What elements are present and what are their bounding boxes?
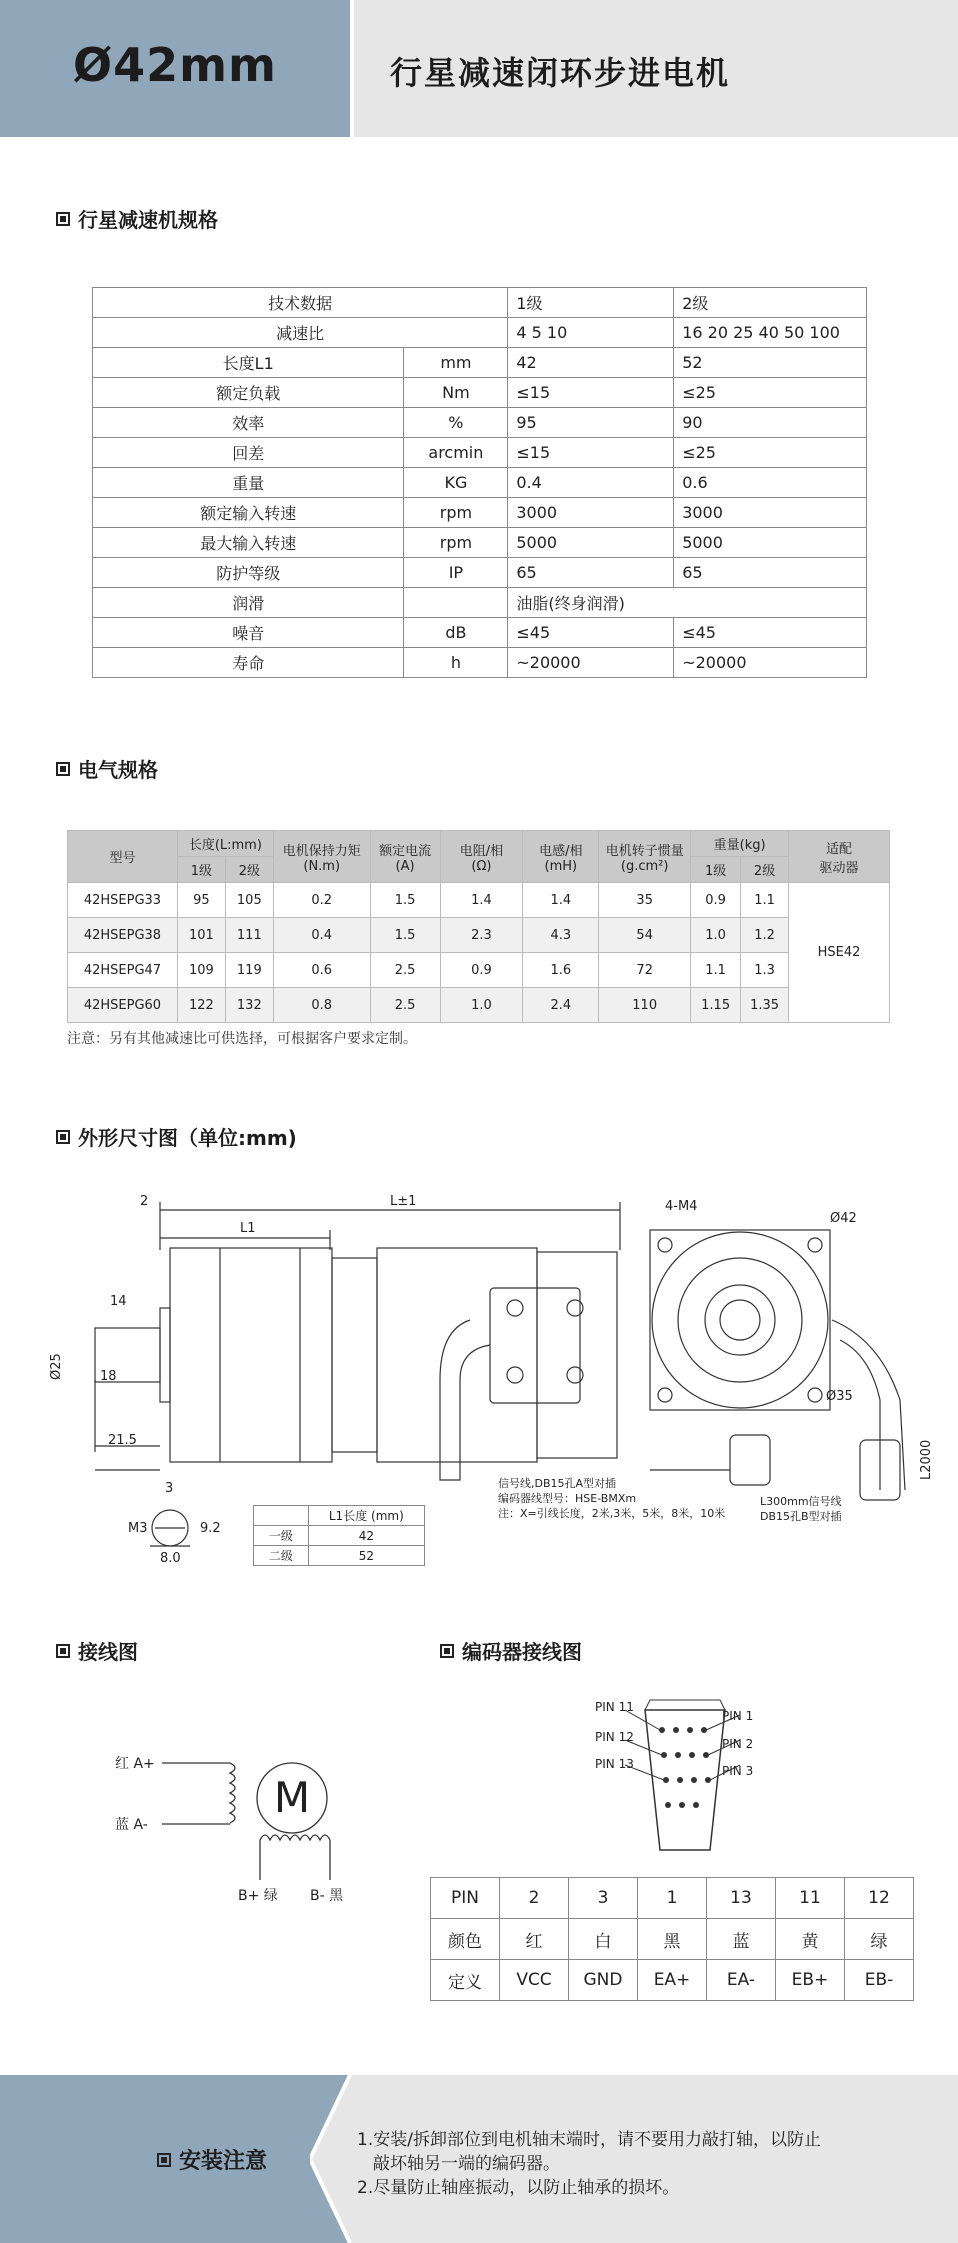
section-title: 外形尺寸图（单位:mm) bbox=[78, 1126, 297, 1150]
spec-unit: h bbox=[404, 648, 508, 678]
table-cell: 122 bbox=[177, 988, 225, 1023]
pin-12-label: PIN 12 bbox=[595, 1730, 634, 1744]
dim-d25: Ø25 bbox=[49, 1353, 64, 1380]
col-inductance: 电感/相 (mH) bbox=[523, 831, 599, 883]
dim-d35: Ø35 bbox=[826, 1389, 853, 1404]
spec-label: 重量 bbox=[93, 468, 404, 498]
table-cell: EB+ bbox=[776, 1960, 845, 2001]
col-weight-2: 2级 bbox=[741, 857, 789, 883]
spec-value: 3000 bbox=[674, 498, 867, 528]
pin-3-label: PIN 3 bbox=[722, 1764, 754, 1778]
table-row bbox=[68, 988, 890, 1023]
spec-label: 长度L1 bbox=[93, 348, 404, 378]
spec-value: 42 bbox=[508, 348, 674, 378]
spec-value: 5000 bbox=[508, 528, 674, 558]
table-cell: 95 bbox=[177, 883, 225, 918]
col-driver: 适配 驱动器 bbox=[789, 831, 890, 883]
install-line-1: 1.安装/拆卸部位到电机轴末端时，请不要用力敲打轴，以防止 bbox=[357, 2130, 821, 2150]
spec-unit: IP bbox=[404, 558, 508, 588]
spec-value: ≤15 bbox=[508, 378, 674, 408]
table-cell: 110 bbox=[599, 988, 691, 1023]
table-cell: 1.4 bbox=[523, 883, 599, 918]
table-cell: EA+ bbox=[638, 1960, 707, 2001]
table-row bbox=[431, 1919, 914, 1960]
spec-row bbox=[93, 468, 867, 498]
table-cell: 1.1 bbox=[691, 953, 741, 988]
table-cell: 2.5 bbox=[370, 953, 440, 988]
dim-d42: Ø42 bbox=[830, 1211, 857, 1226]
wire-bminus: B- 黑 bbox=[310, 1888, 344, 1904]
spec-value: ~20000 bbox=[674, 648, 867, 678]
table-cell: 白 bbox=[569, 1919, 638, 1960]
table-row bbox=[431, 1878, 914, 1919]
dim-two: 2 bbox=[140, 1194, 149, 1209]
spec-value: 52 bbox=[674, 348, 867, 378]
spec-value: ≤15 bbox=[508, 438, 674, 468]
electrical-note: 注意：另有其他减速比可供选择，可根据客户要求定制。 bbox=[67, 1031, 417, 1047]
dim-18: 18 bbox=[100, 1369, 117, 1384]
table-cell: 1.1 bbox=[741, 883, 789, 918]
dim-m3: M3 bbox=[128, 1521, 148, 1536]
table-cell: 132 bbox=[225, 988, 273, 1023]
spec-row bbox=[93, 318, 867, 348]
table-cell: 111 bbox=[225, 918, 273, 953]
section-bullet-icon bbox=[157, 2153, 171, 2167]
gear-spec-table bbox=[92, 287, 867, 678]
spec-label: 噪音 bbox=[93, 618, 404, 648]
wire-red: 红 A+ bbox=[115, 1756, 155, 1772]
l1-row-label: 二级 bbox=[254, 1546, 309, 1566]
table-cell: 109 bbox=[177, 953, 225, 988]
l1-header-blank bbox=[254, 1506, 309, 1526]
table-cell: 2.3 bbox=[440, 918, 523, 953]
table-cell: EB- bbox=[845, 1960, 914, 2001]
spec-unit: rpm bbox=[404, 528, 508, 558]
col-length: 长度(L:mm) bbox=[177, 831, 273, 857]
pin-2-label: PIN 2 bbox=[722, 1737, 754, 1751]
dim-l1: L1 bbox=[240, 1221, 256, 1236]
col-weight: 重量(kg) bbox=[691, 831, 789, 857]
electrical-table bbox=[67, 830, 890, 1023]
spec-row bbox=[93, 528, 867, 558]
table-cell: 1.15 bbox=[691, 988, 741, 1023]
spec-row bbox=[93, 408, 867, 438]
pin-13-label: PIN 13 bbox=[595, 1757, 634, 1771]
spec-row bbox=[93, 438, 867, 468]
table-cell: 红 bbox=[500, 1919, 569, 1960]
spec-label: 技术数据 bbox=[93, 288, 508, 318]
table-cell: GND bbox=[569, 1960, 638, 2001]
col-resistance: 电阻/相 (Ω) bbox=[440, 831, 523, 883]
spec-label: 效率 bbox=[93, 408, 404, 438]
table-cell: 119 bbox=[225, 953, 273, 988]
col-weight-1: 1级 bbox=[691, 857, 741, 883]
table-cell: 12 bbox=[845, 1878, 914, 1919]
spec-label: 寿命 bbox=[93, 648, 404, 678]
spec-unit: Nm bbox=[404, 378, 508, 408]
spec-value: 5000 bbox=[674, 528, 867, 558]
section-title: 接线图 bbox=[78, 1640, 138, 1664]
table-cell: 1.0 bbox=[691, 918, 741, 953]
table-cell: 4.3 bbox=[523, 918, 599, 953]
table-cell: 绿 bbox=[845, 1919, 914, 1960]
table-row bbox=[68, 883, 890, 918]
spec-value: 95 bbox=[508, 408, 674, 438]
spec-unit: KG bbox=[404, 468, 508, 498]
table-cell: VCC bbox=[500, 1960, 569, 2001]
spec-value: ≤25 bbox=[674, 378, 867, 408]
spec-row bbox=[93, 498, 867, 528]
spec-row bbox=[93, 378, 867, 408]
spec-value: 1级 bbox=[508, 288, 674, 318]
table-cell: 1.2 bbox=[741, 918, 789, 953]
spec-label: 防护等级 bbox=[93, 558, 404, 588]
encoder-pin-table bbox=[430, 1877, 914, 2001]
spec-value: ~20000 bbox=[508, 648, 674, 678]
section-title: 电气规格 bbox=[78, 758, 158, 782]
col-current: 额定电流 (A) bbox=[370, 831, 440, 883]
table-cell: 42HSEPG38 bbox=[68, 918, 178, 953]
dim-14: 14 bbox=[110, 1294, 127, 1309]
l1-row-label: 一级 bbox=[254, 1526, 309, 1546]
wire-blue: 蓝 A- bbox=[115, 1817, 148, 1833]
table-cell: 黄 bbox=[776, 1919, 845, 1960]
motor-symbol: M bbox=[273, 1773, 311, 1822]
driver-cell: HSE42 bbox=[789, 883, 890, 1023]
l1-length-table bbox=[253, 1505, 425, 1566]
spec-unit: % bbox=[404, 408, 508, 438]
dim-3: 3 bbox=[165, 1481, 174, 1496]
spec-value: ≤45 bbox=[508, 618, 674, 648]
table-cell: 0.9 bbox=[440, 953, 523, 988]
spec-value: 2级 bbox=[674, 288, 867, 318]
col-length-2: 2级 bbox=[225, 857, 273, 883]
dim-215: 21.5 bbox=[108, 1433, 137, 1448]
spec-row bbox=[93, 618, 867, 648]
header-divider bbox=[350, 0, 354, 137]
section-bullet-icon bbox=[440, 1644, 454, 1658]
table-cell: 0.6 bbox=[273, 953, 370, 988]
col-model: 型号 bbox=[68, 831, 178, 883]
install-heading bbox=[157, 2144, 267, 2175]
pin-1-label: PIN 1 bbox=[722, 1709, 754, 1723]
model-title: Ø42mm bbox=[73, 38, 277, 92]
signal-line-2: 编码器线型号：HSE-BMXm bbox=[498, 1492, 637, 1505]
table-cell: 1.4 bbox=[440, 883, 523, 918]
spec-row bbox=[93, 288, 867, 318]
section-bullet-icon bbox=[56, 212, 70, 226]
table-cell: 1.0 bbox=[440, 988, 523, 1023]
table-cell: 2.4 bbox=[523, 988, 599, 1023]
table-row bbox=[68, 953, 890, 988]
table-cell: 13 bbox=[707, 1878, 776, 1919]
l1-row-value: 52 bbox=[308, 1546, 424, 1566]
dim-80: 8.0 bbox=[160, 1551, 181, 1566]
spec-value: 0.4 bbox=[508, 468, 674, 498]
spec-value: 65 bbox=[674, 558, 867, 588]
spec-value: 油脂(终身润滑) bbox=[508, 588, 867, 618]
spec-value: ≤45 bbox=[674, 618, 867, 648]
signal-line-3: 注：X=引线长度，2米,3米，5米，8米，10米 bbox=[498, 1507, 726, 1520]
spec-row bbox=[93, 648, 867, 678]
l300-line-2: DB15孔B型对插 bbox=[760, 1510, 842, 1523]
db15-connector-diagram bbox=[580, 1690, 800, 1870]
table-cell: EA- bbox=[707, 1960, 776, 2001]
table-cell: 1.3 bbox=[741, 953, 789, 988]
table-cell: 蓝 bbox=[707, 1919, 776, 1960]
spec-unit: arcmin bbox=[404, 438, 508, 468]
table-cell: PIN bbox=[431, 1878, 500, 1919]
section-bullet-icon bbox=[56, 1644, 70, 1658]
footer-chevron bbox=[310, 2075, 360, 2243]
table-cell: 72 bbox=[599, 953, 691, 988]
install-notes bbox=[357, 2128, 821, 2200]
col-holding: 电机保持力矩 (N.m) bbox=[273, 831, 370, 883]
spec-label: 回差 bbox=[93, 438, 404, 468]
table-cell: 1.5 bbox=[370, 918, 440, 953]
table-row bbox=[68, 918, 890, 953]
spec-label: 减速比 bbox=[93, 318, 508, 348]
dim-l-pm: L±1 bbox=[390, 1194, 417, 1209]
electrical-heading bbox=[56, 754, 158, 783]
table-cell: 1.6 bbox=[523, 953, 599, 988]
spec-value: 65 bbox=[508, 558, 674, 588]
spec-label: 润滑 bbox=[93, 588, 404, 618]
encoder-heading bbox=[440, 1636, 582, 1665]
spec-label: 最大输入转速 bbox=[93, 528, 404, 558]
table-cell: 42HSEPG33 bbox=[68, 883, 178, 918]
table-cell: 54 bbox=[599, 918, 691, 953]
table-cell: 黑 bbox=[638, 1919, 707, 1960]
dimension-drawing bbox=[0, 1180, 958, 1600]
spec-value: ≤25 bbox=[674, 438, 867, 468]
spec-label: 额定负载 bbox=[93, 378, 404, 408]
table-cell: 42HSEPG47 bbox=[68, 953, 178, 988]
spec-label: 额定输入转速 bbox=[93, 498, 404, 528]
section-title: 行星减速机规格 bbox=[78, 208, 218, 232]
gear-spec-heading bbox=[56, 204, 218, 233]
dimensions-heading bbox=[56, 1122, 297, 1151]
section-title: 安装注意 bbox=[179, 2149, 268, 2174]
dim-92: 9.2 bbox=[200, 1521, 221, 1536]
spec-value: 4 5 10 bbox=[508, 318, 674, 348]
spec-row bbox=[93, 558, 867, 588]
table-cell: 颜色 bbox=[431, 1919, 500, 1960]
table-cell: 101 bbox=[177, 918, 225, 953]
table-cell: 0.2 bbox=[273, 883, 370, 918]
table-row bbox=[431, 1960, 914, 2001]
spec-value: 0.6 bbox=[674, 468, 867, 498]
table-cell: 0.9 bbox=[691, 883, 741, 918]
table-cell: 2 bbox=[500, 1878, 569, 1919]
spec-unit: mm bbox=[404, 348, 508, 378]
table-cell: 定义 bbox=[431, 1960, 500, 2001]
section-bullet-icon bbox=[56, 762, 70, 776]
table-cell: 42HSEPG60 bbox=[68, 988, 178, 1023]
pin-11-label: PIN 11 bbox=[595, 1700, 634, 1714]
wire-bplus: B+ 绿 bbox=[238, 1888, 278, 1904]
col-inertia: 电机转子惯量 (g.cm²) bbox=[599, 831, 691, 883]
spec-unit: dB bbox=[404, 618, 508, 648]
l1-header: L1长度 (mm) bbox=[308, 1506, 424, 1526]
table-cell: 1.35 bbox=[741, 988, 789, 1023]
wiring-diagram bbox=[100, 1730, 400, 1930]
l1-row-value: 42 bbox=[308, 1526, 424, 1546]
spec-value: 90 bbox=[674, 408, 867, 438]
table-cell: 2.5 bbox=[370, 988, 440, 1023]
spec-row bbox=[93, 588, 867, 618]
table-cell: 35 bbox=[599, 883, 691, 918]
table-cell: 1 bbox=[638, 1878, 707, 1919]
section-bullet-icon bbox=[56, 1130, 70, 1144]
spec-value: 3000 bbox=[508, 498, 674, 528]
section-title: 编码器接线图 bbox=[462, 1640, 582, 1664]
wiring-heading bbox=[56, 1636, 138, 1665]
table-cell: 0.4 bbox=[273, 918, 370, 953]
spec-row bbox=[93, 348, 867, 378]
table-cell: 105 bbox=[225, 883, 273, 918]
table-cell: 1.5 bbox=[370, 883, 440, 918]
l300-line-1: L300mm信号线 bbox=[760, 1495, 842, 1508]
table-cell: 3 bbox=[569, 1878, 638, 1919]
dim-m4: 4-M4 bbox=[665, 1199, 698, 1214]
install-line-2: 2.尽量防止轴座振动，以防止轴承的损坏。 bbox=[357, 2178, 680, 2198]
table-cell: 0.8 bbox=[273, 988, 370, 1023]
table-cell: 11 bbox=[776, 1878, 845, 1919]
install-line-1b: 敲坏轴另一端的编码器。 bbox=[373, 2154, 560, 2174]
dim-l2000: L2000 bbox=[919, 1439, 934, 1480]
spec-unit: rpm bbox=[404, 498, 508, 528]
signal-line-1: 信号线,DB15孔A型对插 bbox=[498, 1477, 617, 1490]
spec-value: 16 20 25 40 50 100 bbox=[674, 318, 867, 348]
spec-unit bbox=[404, 588, 508, 618]
page-title: 行星减速闭环步进电机 bbox=[390, 54, 731, 92]
col-length-1: 1级 bbox=[177, 857, 225, 883]
